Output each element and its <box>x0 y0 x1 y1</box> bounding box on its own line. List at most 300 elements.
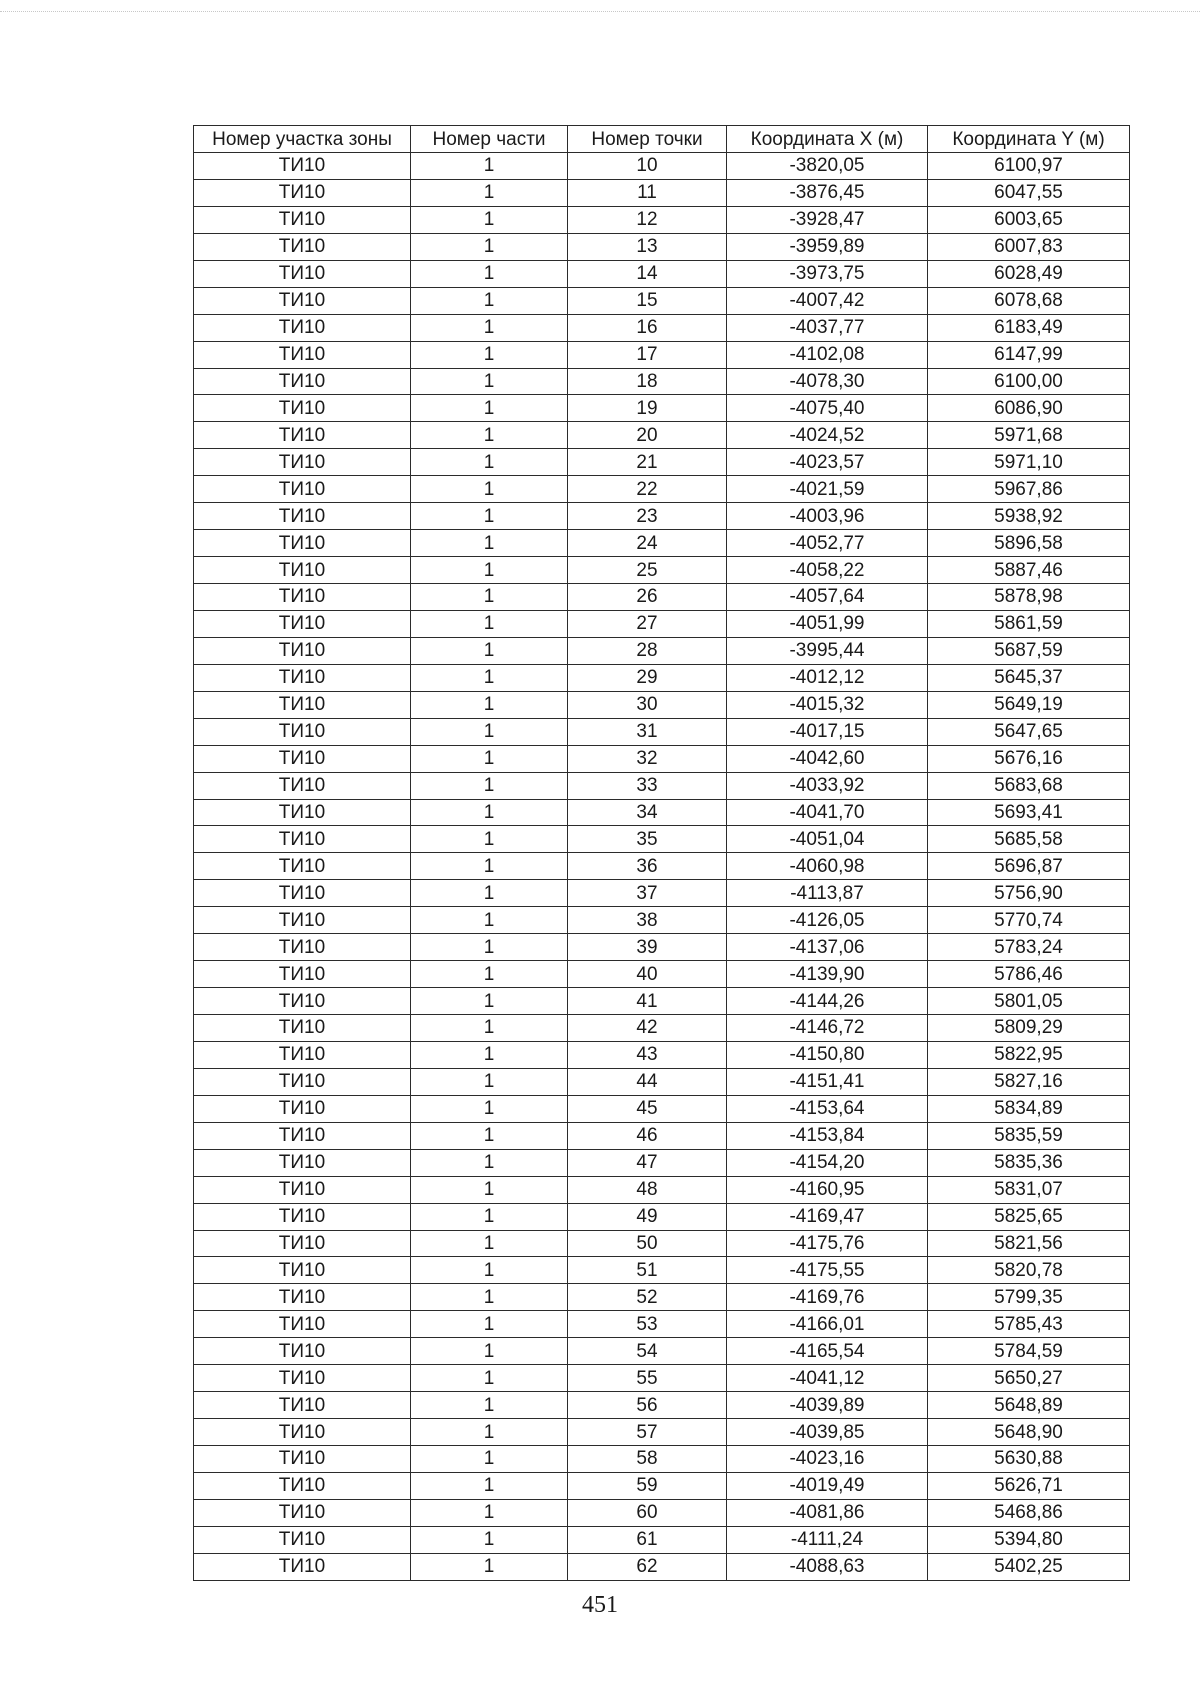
cell-coordinate-x: -4146,72 <box>727 1015 928 1042</box>
cell-coordinate-x: -4144,26 <box>727 988 928 1015</box>
table-row <box>194 260 1130 287</box>
cell-part-number: 1 <box>411 1284 568 1311</box>
cell-coordinate-y: 5770,74 <box>928 907 1130 934</box>
cell-coordinate-x: -4051,99 <box>727 610 928 637</box>
cell-point-number: 30 <box>568 691 727 718</box>
cell-point-number: 15 <box>568 287 727 314</box>
cell-zone-section: ТИ10 <box>194 610 411 637</box>
cell-coordinate-x: -3973,75 <box>727 260 928 287</box>
cell-coordinate-y: 6147,99 <box>928 341 1130 368</box>
cell-zone-section: ТИ10 <box>194 745 411 772</box>
table-row <box>194 1257 1130 1284</box>
cell-part-number: 1 <box>411 934 568 961</box>
cell-coordinate-x: -4150,80 <box>727 1041 928 1068</box>
cell-zone-section: ТИ10 <box>194 314 411 341</box>
cell-coordinate-x: -4037,77 <box>727 314 928 341</box>
cell-coordinate-y: 5786,46 <box>928 961 1130 988</box>
cell-coordinate-y: 6028,49 <box>928 260 1130 287</box>
header-coordinate-x: Координата X (м) <box>727 126 928 153</box>
cell-coordinate-y: 5878,98 <box>928 584 1130 611</box>
cell-coordinate-x: -4024,52 <box>727 422 928 449</box>
table-row <box>194 1419 1130 1446</box>
cell-coordinate-x: -4081,86 <box>727 1499 928 1526</box>
cell-part-number: 1 <box>411 287 568 314</box>
header-point-number: Номер точки <box>568 126 727 153</box>
cell-zone-section: ТИ10 <box>194 1015 411 1042</box>
cell-zone-section: ТИ10 <box>194 287 411 314</box>
cell-coordinate-y: 5696,87 <box>928 853 1130 880</box>
cell-coordinate-y: 5835,36 <box>928 1149 1130 1176</box>
table-row <box>194 179 1130 206</box>
cell-coordinate-x: -4023,57 <box>727 449 928 476</box>
cell-coordinate-x: -4139,90 <box>727 961 928 988</box>
cell-point-number: 38 <box>568 907 727 934</box>
cell-zone-section: ТИ10 <box>194 718 411 745</box>
cell-coordinate-x: -4042,60 <box>727 745 928 772</box>
cell-point-number: 43 <box>568 1041 727 1068</box>
cell-point-number: 23 <box>568 503 727 530</box>
cell-coordinate-x: -4012,12 <box>727 664 928 691</box>
table-row <box>194 691 1130 718</box>
cell-zone-section: ТИ10 <box>194 1419 411 1446</box>
cell-zone-section: ТИ10 <box>194 153 411 180</box>
table-body <box>194 153 1130 1581</box>
cell-coordinate-x: -4175,76 <box>727 1230 928 1257</box>
cell-point-number: 59 <box>568 1472 727 1499</box>
cell-point-number: 14 <box>568 260 727 287</box>
coordinates-table <box>193 125 1130 1581</box>
cell-zone-section: ТИ10 <box>194 584 411 611</box>
cell-part-number: 1 <box>411 1041 568 1068</box>
cell-point-number: 31 <box>568 718 727 745</box>
table-row <box>194 1230 1130 1257</box>
cell-coordinate-y: 6047,55 <box>928 179 1130 206</box>
cell-coordinate-y: 6183,49 <box>928 314 1130 341</box>
cell-point-number: 50 <box>568 1230 727 1257</box>
cell-coordinate-x: -4003,96 <box>727 503 928 530</box>
header-coordinate-y: Координата Y (м) <box>928 126 1130 153</box>
cell-part-number: 1 <box>411 1257 568 1284</box>
cell-coordinate-x: -4057,64 <box>727 584 928 611</box>
cell-point-number: 12 <box>568 206 727 233</box>
cell-part-number: 1 <box>411 1526 568 1553</box>
cell-coordinate-y: 5971,10 <box>928 449 1130 476</box>
table-row <box>194 206 1130 233</box>
cell-zone-section: ТИ10 <box>194 1068 411 1095</box>
cell-point-number: 20 <box>568 422 727 449</box>
cell-point-number: 16 <box>568 314 727 341</box>
cell-part-number: 1 <box>411 530 568 557</box>
cell-part-number: 1 <box>411 772 568 799</box>
cell-part-number: 1 <box>411 368 568 395</box>
cell-coordinate-x: -4007,42 <box>727 287 928 314</box>
cell-part-number: 1 <box>411 341 568 368</box>
cell-point-number: 36 <box>568 853 727 880</box>
table-row <box>194 880 1130 907</box>
cell-coordinate-x: -4165,54 <box>727 1338 928 1365</box>
cell-part-number: 1 <box>411 1015 568 1042</box>
cell-coordinate-y: 5821,56 <box>928 1230 1130 1257</box>
table-row <box>194 772 1130 799</box>
table-row <box>194 1284 1130 1311</box>
cell-zone-section: ТИ10 <box>194 1176 411 1203</box>
cell-coordinate-x: -3820,05 <box>727 153 928 180</box>
cell-zone-section: ТИ10 <box>194 961 411 988</box>
cell-point-number: 10 <box>568 153 727 180</box>
table-row <box>194 961 1130 988</box>
cell-coordinate-y: 5650,27 <box>928 1365 1130 1392</box>
table-row <box>194 395 1130 422</box>
cell-zone-section: ТИ10 <box>194 826 411 853</box>
cell-coordinate-y: 5683,68 <box>928 772 1130 799</box>
cell-point-number: 13 <box>568 233 727 260</box>
cell-part-number: 1 <box>411 1419 568 1446</box>
cell-zone-section: ТИ10 <box>194 772 411 799</box>
cell-coordinate-y: 5938,92 <box>928 503 1130 530</box>
table-row <box>194 826 1130 853</box>
cell-coordinate-x: -4078,30 <box>727 368 928 395</box>
cell-point-number: 40 <box>568 961 727 988</box>
cell-part-number: 1 <box>411 1068 568 1095</box>
cell-coordinate-x: -3928,47 <box>727 206 928 233</box>
cell-zone-section: ТИ10 <box>194 1149 411 1176</box>
cell-coordinate-x: -4154,20 <box>727 1149 928 1176</box>
cell-part-number: 1 <box>411 503 568 530</box>
cell-part-number: 1 <box>411 988 568 1015</box>
cell-coordinate-x: -4052,77 <box>727 530 928 557</box>
cell-part-number: 1 <box>411 153 568 180</box>
cell-coordinate-y: 5827,16 <box>928 1068 1130 1095</box>
table-row <box>194 934 1130 961</box>
document-page <box>193 125 1129 1581</box>
cell-part-number: 1 <box>411 637 568 664</box>
cell-coordinate-y: 5647,65 <box>928 718 1130 745</box>
cell-coordinate-y: 5861,59 <box>928 610 1130 637</box>
cell-coordinate-x: -4126,05 <box>727 907 928 934</box>
cell-coordinate-y: 5785,43 <box>928 1311 1130 1338</box>
cell-coordinate-y: 5402,25 <box>928 1553 1130 1580</box>
cell-coordinate-y: 5825,65 <box>928 1203 1130 1230</box>
cell-zone-section: ТИ10 <box>194 853 411 880</box>
table-row <box>194 449 1130 476</box>
cell-coordinate-x: -4137,06 <box>727 934 928 961</box>
cell-coordinate-x: -3876,45 <box>727 179 928 206</box>
cell-point-number: 17 <box>568 341 727 368</box>
table-row <box>194 637 1130 664</box>
cell-point-number: 26 <box>568 584 727 611</box>
cell-zone-section: ТИ10 <box>194 1041 411 1068</box>
cell-zone-section: ТИ10 <box>194 637 411 664</box>
table-row <box>194 1338 1130 1365</box>
table-row <box>194 1392 1130 1419</box>
cell-coordinate-y: 5784,59 <box>928 1338 1130 1365</box>
table-row <box>194 557 1130 584</box>
table-row <box>194 1068 1130 1095</box>
cell-zone-section: ТИ10 <box>194 1553 411 1580</box>
table-row <box>194 1149 1130 1176</box>
table-row <box>194 1446 1130 1473</box>
cell-coordinate-x: -4033,92 <box>727 772 928 799</box>
cell-point-number: 51 <box>568 1257 727 1284</box>
cell-coordinate-y: 5626,71 <box>928 1472 1130 1499</box>
table-row <box>194 233 1130 260</box>
cell-coordinate-x: -4015,32 <box>727 691 928 718</box>
cell-point-number: 35 <box>568 826 727 853</box>
cell-coordinate-y: 5820,78 <box>928 1257 1130 1284</box>
cell-part-number: 1 <box>411 907 568 934</box>
cell-part-number: 1 <box>411 179 568 206</box>
cell-zone-section: ТИ10 <box>194 206 411 233</box>
cell-part-number: 1 <box>411 1311 568 1338</box>
cell-coordinate-y: 5835,59 <box>928 1122 1130 1149</box>
cell-coordinate-x: -3959,89 <box>727 233 928 260</box>
table-row <box>194 153 1130 180</box>
cell-coordinate-x: -4151,41 <box>727 1068 928 1095</box>
cell-coordinate-x: -4021,59 <box>727 476 928 503</box>
cell-coordinate-y: 5649,19 <box>928 691 1130 718</box>
table-row <box>194 1472 1130 1499</box>
cell-zone-section: ТИ10 <box>194 179 411 206</box>
table-row <box>194 853 1130 880</box>
cell-part-number: 1 <box>411 1446 568 1473</box>
cell-point-number: 49 <box>568 1203 727 1230</box>
cell-part-number: 1 <box>411 1472 568 1499</box>
cell-part-number: 1 <box>411 1176 568 1203</box>
cell-coordinate-x: -4166,01 <box>727 1311 928 1338</box>
table-row <box>194 718 1130 745</box>
cell-part-number: 1 <box>411 206 568 233</box>
cell-part-number: 1 <box>411 1095 568 1122</box>
cell-point-number: 33 <box>568 772 727 799</box>
cell-coordinate-x: -4058,22 <box>727 557 928 584</box>
cell-zone-section: ТИ10 <box>194 341 411 368</box>
cell-coordinate-x: -4019,49 <box>727 1472 928 1499</box>
table-row <box>194 988 1130 1015</box>
cell-part-number: 1 <box>411 557 568 584</box>
table-row <box>194 1311 1130 1338</box>
cell-coordinate-x: -4153,84 <box>727 1122 928 1149</box>
cell-point-number: 60 <box>568 1499 727 1526</box>
cell-point-number: 28 <box>568 637 727 664</box>
cell-part-number: 1 <box>411 395 568 422</box>
cell-coordinate-y: 6007,83 <box>928 233 1130 260</box>
cell-zone-section: ТИ10 <box>194 368 411 395</box>
cell-part-number: 1 <box>411 610 568 637</box>
cell-part-number: 1 <box>411 664 568 691</box>
page-number: 451 <box>582 1592 618 1618</box>
table-row <box>194 503 1130 530</box>
cell-zone-section: ТИ10 <box>194 557 411 584</box>
cell-coordinate-x: -4102,08 <box>727 341 928 368</box>
cell-zone-section: ТИ10 <box>194 1446 411 1473</box>
cell-coordinate-x: -4113,87 <box>727 880 928 907</box>
cell-zone-section: ТИ10 <box>194 907 411 934</box>
cell-zone-section: ТИ10 <box>194 476 411 503</box>
table-row <box>194 1122 1130 1149</box>
cell-part-number: 1 <box>411 476 568 503</box>
cell-point-number: 44 <box>568 1068 727 1095</box>
cell-zone-section: ТИ10 <box>194 1392 411 1419</box>
cell-point-number: 61 <box>568 1526 727 1553</box>
cell-part-number: 1 <box>411 853 568 880</box>
cell-part-number: 1 <box>411 260 568 287</box>
cell-point-number: 41 <box>568 988 727 1015</box>
cell-part-number: 1 <box>411 1365 568 1392</box>
table-row <box>194 907 1130 934</box>
cell-point-number: 24 <box>568 530 727 557</box>
table-row <box>194 664 1130 691</box>
table-row <box>194 1203 1130 1230</box>
cell-point-number: 21 <box>568 449 727 476</box>
cell-zone-section: ТИ10 <box>194 1472 411 1499</box>
cell-point-number: 18 <box>568 368 727 395</box>
table-row <box>194 610 1130 637</box>
header-row <box>194 126 1130 153</box>
cell-point-number: 34 <box>568 799 727 826</box>
cell-coordinate-y: 5822,95 <box>928 1041 1130 1068</box>
table-row <box>194 1176 1130 1203</box>
cell-coordinate-y: 5783,24 <box>928 934 1130 961</box>
cell-part-number: 1 <box>411 584 568 611</box>
cell-part-number: 1 <box>411 1392 568 1419</box>
cell-point-number: 22 <box>568 476 727 503</box>
cell-coordinate-y: 5967,86 <box>928 476 1130 503</box>
cell-coordinate-x: -4039,89 <box>727 1392 928 1419</box>
cell-zone-section: ТИ10 <box>194 233 411 260</box>
cell-part-number: 1 <box>411 1149 568 1176</box>
cell-point-number: 39 <box>568 934 727 961</box>
cell-coordinate-x: -4075,40 <box>727 395 928 422</box>
cell-zone-section: ТИ10 <box>194 1526 411 1553</box>
cell-coordinate-x: -4041,70 <box>727 799 928 826</box>
table-header <box>194 126 1130 153</box>
cell-coordinate-x: -4160,95 <box>727 1176 928 1203</box>
cell-point-number: 19 <box>568 395 727 422</box>
cell-coordinate-x: -4060,98 <box>727 853 928 880</box>
cell-zone-section: ТИ10 <box>194 1230 411 1257</box>
cell-coordinate-x: -4041,12 <box>727 1365 928 1392</box>
cell-zone-section: ТИ10 <box>194 934 411 961</box>
cell-point-number: 47 <box>568 1149 727 1176</box>
table-row <box>194 422 1130 449</box>
cell-part-number: 1 <box>411 1230 568 1257</box>
cell-zone-section: ТИ10 <box>194 530 411 557</box>
cell-coordinate-y: 5801,05 <box>928 988 1130 1015</box>
cell-part-number: 1 <box>411 1203 568 1230</box>
cell-coordinate-y: 6003,65 <box>928 206 1130 233</box>
cell-coordinate-x: -4175,55 <box>727 1257 928 1284</box>
cell-zone-section: ТИ10 <box>194 1365 411 1392</box>
cell-coordinate-x: -4088,63 <box>727 1553 928 1580</box>
table-row <box>194 314 1130 341</box>
table-row <box>194 1015 1130 1042</box>
cell-coordinate-x: -4153,64 <box>727 1095 928 1122</box>
scan-edge-line <box>0 11 1200 12</box>
cell-coordinate-y: 5468,86 <box>928 1499 1130 1526</box>
cell-part-number: 1 <box>411 1499 568 1526</box>
cell-point-number: 55 <box>568 1365 727 1392</box>
table-row <box>194 368 1130 395</box>
table-row <box>194 584 1130 611</box>
cell-zone-section: ТИ10 <box>194 880 411 907</box>
header-part-number: Номер части <box>411 126 568 153</box>
cell-zone-section: ТИ10 <box>194 260 411 287</box>
cell-zone-section: ТИ10 <box>194 449 411 476</box>
cell-part-number: 1 <box>411 422 568 449</box>
cell-point-number: 46 <box>568 1122 727 1149</box>
cell-part-number: 1 <box>411 1122 568 1149</box>
cell-point-number: 25 <box>568 557 727 584</box>
cell-zone-section: ТИ10 <box>194 1257 411 1284</box>
cell-coordinate-y: 5756,90 <box>928 880 1130 907</box>
cell-zone-section: ТИ10 <box>194 503 411 530</box>
cell-point-number: 32 <box>568 745 727 772</box>
cell-point-number: 58 <box>568 1446 727 1473</box>
cell-part-number: 1 <box>411 961 568 988</box>
cell-point-number: 11 <box>568 179 727 206</box>
cell-coordinate-y: 5971,68 <box>928 422 1130 449</box>
cell-coordinate-y: 5685,58 <box>928 826 1130 853</box>
cell-coordinate-y: 5896,58 <box>928 530 1130 557</box>
cell-coordinate-y: 5394,80 <box>928 1526 1130 1553</box>
table-row <box>194 1526 1130 1553</box>
cell-zone-section: ТИ10 <box>194 988 411 1015</box>
cell-part-number: 1 <box>411 691 568 718</box>
cell-coordinate-y: 5648,89 <box>928 1392 1130 1419</box>
cell-part-number: 1 <box>411 449 568 476</box>
cell-coordinate-x: -4023,16 <box>727 1446 928 1473</box>
table-row <box>194 530 1130 557</box>
cell-part-number: 1 <box>411 1553 568 1580</box>
cell-coordinate-x: -3995,44 <box>727 637 928 664</box>
cell-point-number: 62 <box>568 1553 727 1580</box>
cell-zone-section: ТИ10 <box>194 664 411 691</box>
cell-coordinate-y: 5648,90 <box>928 1419 1130 1446</box>
cell-part-number: 1 <box>411 718 568 745</box>
table-row <box>194 1553 1130 1580</box>
cell-zone-section: ТИ10 <box>194 799 411 826</box>
cell-coordinate-y: 5799,35 <box>928 1284 1130 1311</box>
cell-coordinate-x: -4111,24 <box>727 1526 928 1553</box>
cell-coordinate-x: -4017,15 <box>727 718 928 745</box>
cell-zone-section: ТИ10 <box>194 1122 411 1149</box>
cell-point-number: 54 <box>568 1338 727 1365</box>
cell-zone-section: ТИ10 <box>194 1499 411 1526</box>
cell-point-number: 53 <box>568 1311 727 1338</box>
cell-coordinate-y: 5630,88 <box>928 1446 1130 1473</box>
table-row <box>194 799 1130 826</box>
cell-coordinate-y: 5645,37 <box>928 664 1130 691</box>
cell-zone-section: ТИ10 <box>194 1284 411 1311</box>
table-row <box>194 476 1130 503</box>
cell-zone-section: ТИ10 <box>194 1203 411 1230</box>
cell-coordinate-y: 5676,16 <box>928 745 1130 772</box>
cell-part-number: 1 <box>411 314 568 341</box>
table-row <box>194 1365 1130 1392</box>
cell-point-number: 42 <box>568 1015 727 1042</box>
table-row <box>194 341 1130 368</box>
cell-point-number: 29 <box>568 664 727 691</box>
cell-coordinate-y: 6100,97 <box>928 153 1130 180</box>
cell-coordinate-y: 5693,41 <box>928 799 1130 826</box>
cell-point-number: 45 <box>568 1095 727 1122</box>
cell-coordinate-y: 6086,90 <box>928 395 1130 422</box>
table-row <box>194 287 1130 314</box>
cell-zone-section: ТИ10 <box>194 1311 411 1338</box>
table-row <box>194 1041 1130 1068</box>
table-row <box>194 1095 1130 1122</box>
cell-coordinate-y: 6100,00 <box>928 368 1130 395</box>
